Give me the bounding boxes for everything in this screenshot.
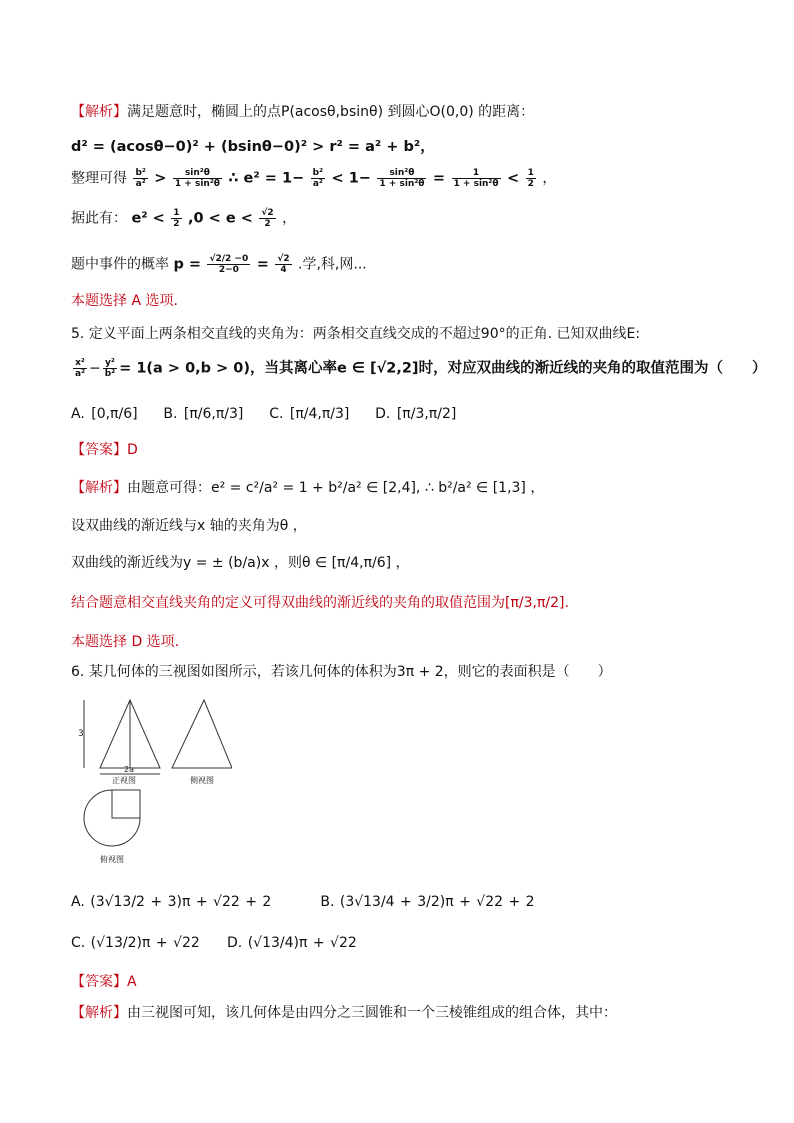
fraction: $\frac{\text{y²}}{\text{b²}}$ xyxy=(104,358,116,379)
solution-6-line-1: 【解析】由三视图可知，该几何体是由四分之三圆锥和一个三棱锥组成的组合体，其中： xyxy=(71,1005,617,1021)
distance-formula: d² = (acosθ−0)² + (bsinθ−0)² > r² = a² + b²， xyxy=(71,139,435,155)
answer-6: 【答案】A xyxy=(71,974,137,990)
fraction: $\frac{1}{\text{1 + sin²θ}}$ xyxy=(453,168,499,189)
solution-5-line-1: 【解析】由题意可得：e² = c²/a² = 1 + b²/a² ∈ [2,4], ∴ b²/a² ∈ [1,3] ， xyxy=(71,480,545,496)
label-text: 题中事件的概率 xyxy=(71,256,169,273)
fraction: $\frac{1}{2}$ xyxy=(173,208,180,229)
label-text: 据此有： xyxy=(71,210,127,227)
solution-line-5: 题中事件的概率 p = $\frac{√2/2 -0}{2-0}$ = $\frac{√2}{4}$ .学,科,网... xyxy=(71,254,367,275)
solution-5-line-4: 结合题意相交直线夹角的定义可得双曲线的渐近线的夹角的取值范围为[π/3,π/2]. xyxy=(71,595,569,611)
choose-option-line: 本题选择 A 选项. xyxy=(71,293,178,309)
fraction: $\frac{\text{x²}}{\text{a²}}$ xyxy=(75,358,86,379)
fraction: $\frac{√2}{4}$ xyxy=(277,254,290,275)
solution-text: 满足题意时，椭圆上的点P(acosθ,bsinθ) 到圆心O(0,0) 的距离： xyxy=(127,104,535,120)
fraction: $\frac{√2/2 -0}{2-0}$ xyxy=(209,254,249,275)
three-view-figure xyxy=(72,690,232,874)
option-b[interactable]: B. (3√13/4 + 3/2)π + √22 + 2 xyxy=(320,894,535,910)
solution-line-1 xyxy=(71,102,534,122)
solution-line-4: 据此有： e² < $\frac{1}{2}$ ,0 < e < $\frac{√2}{2}$ ， xyxy=(71,208,297,229)
option-b[interactable]: B. [π/6,π/3] xyxy=(163,406,244,422)
option-c[interactable]: C. [π/4,π/3] xyxy=(269,406,350,422)
three-view-drawing xyxy=(72,690,232,870)
fraction: $\frac{\text{b²}}{\text{a²}}$ xyxy=(312,168,324,189)
option-c[interactable]: C. (√13/2)π + √22 xyxy=(71,935,200,951)
fraction: $\frac{\text{sin²θ}}{\text{1 + sin²θ}}$ xyxy=(174,168,220,189)
option-d[interactable]: D. (√13/4)π + √22 xyxy=(227,935,357,951)
height-label: 3 xyxy=(78,729,84,739)
fraction: $\frac{1}{2}$ xyxy=(527,168,534,189)
fraction: $\frac{√2}{2}$ xyxy=(261,208,274,229)
analysis-tag: 【解析】 xyxy=(71,104,127,120)
option-a[interactable]: A. (3√13/2 + 3)π + √22 + 2 xyxy=(71,894,272,910)
answer-5: 【答案】D xyxy=(71,442,138,458)
question-5-condition: $\frac{\text{x²}}{\text{a²}}$ − $\frac{\text{y²}}{\text{b²}}$ = 1(a > 0,b > 0)，当其离心率e ∈ [√2,2]时，对应双曲线的渐近线的夹角的取值范围为（ ） xyxy=(75,358,767,379)
analysis-tag: 【解析】 xyxy=(71,1005,127,1021)
solution-5-line-2: 设双曲线的渐近线与x 轴的夹角为θ ， xyxy=(71,518,307,534)
top-view-label: 俯视图 xyxy=(100,855,124,864)
option-d[interactable]: D. [π/3,π/2] xyxy=(375,406,457,422)
question-6-options-row1 xyxy=(71,892,535,912)
question-6-options-row2 xyxy=(71,933,357,953)
solution-line-3: 整理可得 $\frac{\text{b²}}{\text{a²}}$ > $\frac{\text{sin²θ}}{\text{1 + sin²θ}}$ ∴ e² = 1− $\frac{\text{b²}}{\text{a²}}$ < 1− $\frac{\text{sin²θ}}{\text{1 + sin²θ}}$ = $\frac{1}{\text{1 + sin²θ}}$ < $\frac{1}{2}$ ， xyxy=(71,168,557,189)
option-a[interactable]: A. [0,π/6] xyxy=(71,406,138,422)
front-view-label: 正视图 xyxy=(112,776,136,785)
width-label: 2a xyxy=(124,765,134,774)
question-6-stem: 6. 某几何体的三视图如图所示，若该几何体的体积为3π + 2，则它的表面积是（ ） xyxy=(71,664,612,680)
solution-5-line-5: 本题选择 D 选项. xyxy=(71,634,180,650)
fraction: $\frac{\text{sin²θ}}{\text{1 + sin²θ}}$ xyxy=(379,168,425,189)
fraction: $\frac{\text{b²}}{\text{a²}}$ xyxy=(135,168,146,189)
analysis-tag: 【解析】 xyxy=(71,480,127,496)
question-5-stem: 5. 定义平面上两条相交直线的夹角为：两条相交直线交成的不超过90°的正角. 已知双曲线E: xyxy=(71,326,641,342)
side-view-label: 侧视图 xyxy=(190,776,214,785)
label-text: 整理可得 xyxy=(71,170,127,187)
solution-5-line-3: 双曲线的渐近线为y = ± (b/a)x ，则θ ∈ [π/4,π/6] ， xyxy=(71,555,410,571)
question-5-options xyxy=(71,404,456,424)
